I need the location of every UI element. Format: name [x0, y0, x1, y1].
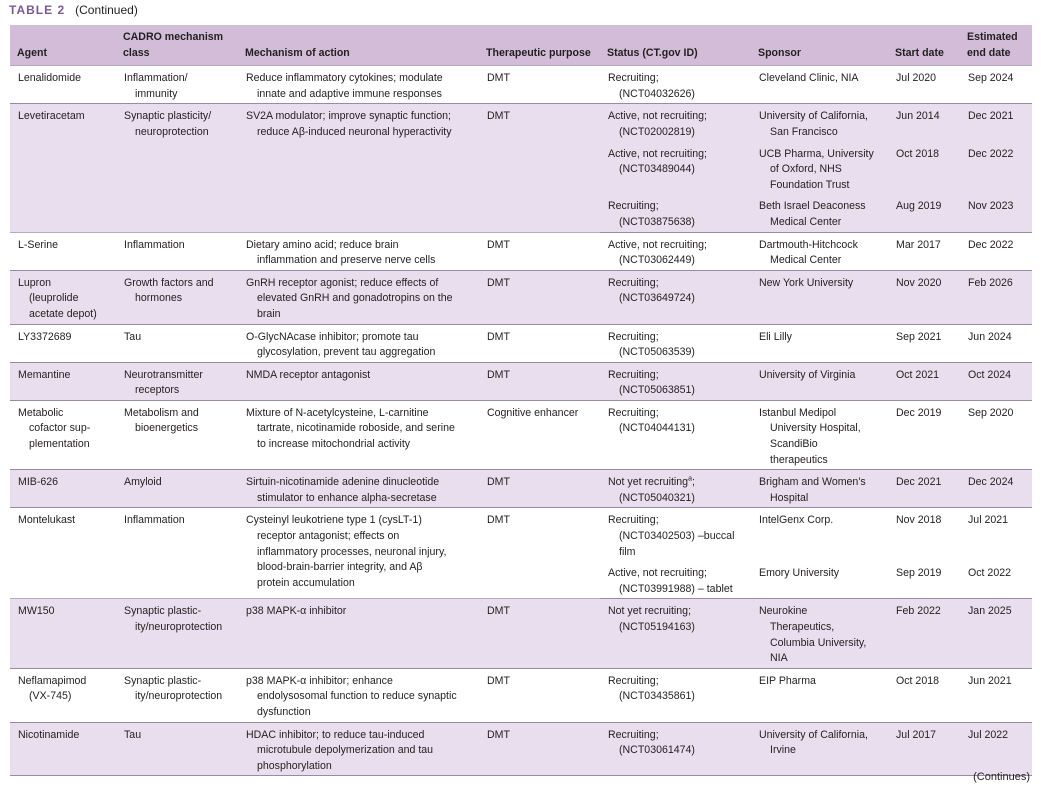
cell-line: Medical Center — [770, 254, 842, 267]
cell-status — [600, 561, 751, 599]
status-line: Not yet recruiting — [608, 476, 689, 489]
cell-line: SV2A modulator; improve synaptic function; — [246, 110, 451, 123]
cell-cadro — [116, 232, 238, 270]
cell-line: Recruiting; — [608, 514, 659, 527]
cell-line: elevated GnRH and gonadotropins on the — [257, 292, 453, 305]
cell-line: L-Serine — [18, 238, 59, 251]
header-end-line2: end date — [967, 46, 1011, 59]
cell-moa — [238, 270, 479, 324]
cell-cadro — [116, 66, 238, 104]
status-line: (NCT05040321) — [619, 491, 695, 504]
cell-purpose: DMT — [479, 104, 600, 232]
header-sponsor: Sponsor — [758, 46, 801, 59]
cell-end: Dec 2021 — [960, 104, 1032, 142]
cell-start: Sep 2019 — [888, 561, 960, 599]
cell-start: Jul 2017 — [888, 722, 960, 776]
cell-line: Hospital — [770, 491, 809, 504]
cell-purpose: DMT — [479, 270, 600, 324]
cell-cadro — [116, 722, 238, 776]
table-row — [10, 362, 1032, 400]
cell-line: University of Virginia — [759, 368, 856, 381]
cell-line: LY3372689 — [18, 330, 72, 343]
cell-line: Nicotinamide — [18, 728, 80, 741]
cell-sponsor — [751, 400, 888, 469]
cell-purpose: DMT — [479, 668, 600, 722]
cell-end: Jan 2025 — [960, 599, 1032, 668]
table-row — [10, 270, 1032, 324]
cell-line: Not yet recruiting; — [608, 605, 692, 618]
cell-line: receptors — [135, 384, 180, 397]
cell-cadro — [116, 362, 238, 400]
cell-moa — [238, 66, 479, 104]
table-continued-note: (Continued) — [75, 3, 138, 17]
cell-line: blood-brain-barrier integrity, and Aβ — [257, 561, 423, 574]
cell-end: Feb 2026 — [960, 270, 1032, 324]
header-agent: Agent — [17, 46, 48, 59]
cell-line: (leuprolide — [29, 292, 79, 305]
cell-moa — [238, 508, 479, 599]
cell-moa — [238, 470, 479, 508]
cell-moa — [238, 362, 479, 400]
cell-status — [600, 66, 751, 104]
cell-line: phosphorylation — [257, 759, 332, 772]
cell-end: Sep 2020 — [960, 400, 1032, 469]
cell-line: (NCT03402503) –buccal — [619, 530, 735, 543]
cell-line: (NCT05063539) — [619, 346, 695, 359]
cell-line: Metabolism and — [124, 406, 199, 419]
cell-line: Inflammation/ — [124, 72, 188, 85]
cell-cadro — [116, 470, 238, 508]
header-cadro-line2: class — [123, 46, 150, 59]
cell-start: Oct 2018 — [888, 668, 960, 722]
cell-line: (NCT03435861) — [619, 690, 695, 703]
cell-line: Active, not recruiting; — [608, 147, 707, 160]
cell-moa — [238, 599, 479, 668]
cell-end: Oct 2024 — [960, 362, 1032, 400]
cell-cadro — [116, 400, 238, 469]
cell-start: Jul 2020 — [888, 66, 960, 104]
cell-end: Oct 2022 — [960, 561, 1032, 599]
cell-line: neuroprotection — [135, 125, 209, 138]
cell-line: (NCT04032626) — [619, 87, 695, 100]
cell-agent — [10, 232, 116, 270]
cell-line: Recruiting; — [608, 674, 659, 687]
cell-line: Emory University — [759, 567, 840, 580]
cell-end: Jun 2021 — [960, 668, 1032, 722]
cell-line: Beth Israel Deaconess — [759, 200, 866, 213]
cell-line: Mixture of N-acetylcysteine, L-carnitine — [246, 406, 429, 419]
cell-cadro — [116, 668, 238, 722]
cell-end: Jul 2021 — [960, 508, 1032, 561]
continues-note: (Continues) — [973, 771, 1030, 783]
header-status: Status (CT.gov ID) — [607, 46, 698, 59]
cell-line: brain — [257, 307, 281, 320]
cell-line: microtubule depolymerization and tau — [257, 744, 434, 757]
cell-moa — [238, 324, 479, 362]
cell-sponsor — [751, 324, 888, 362]
cell-start: Aug 2019 — [888, 194, 960, 232]
cell-line: (NCT03489044) — [619, 163, 695, 176]
cell-line: EIP Pharma — [759, 674, 816, 687]
cell-line: Active, not recruiting; — [608, 567, 707, 580]
cell-status — [600, 324, 751, 362]
trials-table — [10, 25, 1032, 776]
cell-line: acetate depot) — [29, 307, 97, 320]
table-row — [10, 104, 1032, 142]
cell-line: bioenergetics — [135, 422, 199, 435]
cell-sponsor — [751, 270, 888, 324]
header-cadro — [116, 25, 238, 66]
cell-sponsor — [751, 104, 888, 142]
cell-line: plementation — [29, 438, 90, 451]
cell-line: p38 MAPK-α inhibitor — [246, 605, 347, 618]
cell-line: Inflammation — [124, 514, 185, 527]
cell-line: film — [619, 545, 636, 558]
cell-line: Active, not recruiting; — [608, 238, 707, 251]
cell-line: (NCT03649724) — [619, 292, 695, 305]
cell-line: IntelGenx Corp. — [759, 514, 834, 527]
cell-cadro — [116, 508, 238, 599]
cell-line: GnRH receptor agonist; reduce effects of — [246, 276, 439, 289]
cell-sponsor — [751, 232, 888, 270]
cell-purpose: DMT — [479, 66, 600, 104]
cell-line: NIA — [770, 652, 788, 665]
cell-end: Dec 2022 — [960, 232, 1032, 270]
cell-sponsor — [751, 194, 888, 232]
cell-end: Nov 2023 — [960, 194, 1032, 232]
cell-line: reduce Aβ-induced neuronal hyperactivity — [257, 125, 452, 138]
cell-agent — [10, 362, 116, 400]
header-end — [960, 25, 1032, 66]
cell-line: Irvine — [770, 744, 796, 757]
cell-line: Tau — [124, 330, 142, 343]
status-punct: ; — [691, 476, 695, 489]
cell-line: Cysteinyl leukotriene type 1 (cysLT-1) — [246, 514, 422, 527]
cell-agent — [10, 722, 116, 776]
cell-purpose: DMT — [479, 362, 600, 400]
cell-line: Therapeutics, — [770, 621, 835, 633]
cell-line: ScandiBio — [770, 438, 818, 451]
cell-line: receptor antagonist; effects on — [257, 530, 400, 543]
cell-line: Synaptic plastic- — [124, 605, 202, 618]
cell-sponsor — [751, 362, 888, 400]
cell-cadro — [116, 324, 238, 362]
cell-line: (NCT03062449) — [619, 254, 695, 267]
cell-status — [600, 400, 751, 469]
cell-purpose: DMT — [479, 232, 600, 270]
table-row — [10, 66, 1032, 104]
cell-sponsor — [751, 599, 888, 668]
cell-moa — [238, 104, 479, 232]
header-end-line1: Estimated — [967, 31, 1018, 43]
cell-purpose: DMT — [479, 470, 600, 508]
table-label: TABLE 2 — [9, 3, 66, 17]
cell-line: (NCT03875638) — [619, 215, 695, 228]
header-purpose: Therapeutic purpose — [486, 46, 591, 59]
cell-line: New York University — [759, 276, 854, 289]
cell-status — [600, 470, 751, 508]
cell-agent — [10, 324, 116, 362]
cell-line: Lupron — [18, 276, 51, 289]
cell-purpose: DMT — [479, 324, 600, 362]
cell-start: Sep 2021 — [888, 324, 960, 362]
cell-status — [600, 668, 751, 722]
cell-line: Eli Lilly — [759, 330, 792, 343]
cell-agent — [10, 400, 116, 469]
cell-agent — [10, 599, 116, 668]
cell-line: Synaptic plastic- — [124, 674, 202, 687]
cell-cadro — [116, 104, 238, 232]
footnote-marker: a — [688, 475, 692, 483]
cell-status — [600, 722, 751, 776]
cell-line: Brigham and Women's — [759, 476, 866, 489]
cell-start: Dec 2021 — [888, 470, 960, 508]
cell-line: Recruiting; — [608, 728, 659, 741]
cell-sponsor — [751, 561, 888, 599]
cell-line: NMDA receptor antagonist — [246, 368, 371, 381]
cell-line: Istanbul Medipol — [759, 406, 837, 419]
cell-agent — [10, 508, 116, 599]
cell-line: Columbia University, — [770, 636, 867, 649]
cell-moa — [238, 722, 479, 776]
cell-status — [600, 508, 751, 561]
cell-line: Metabolic — [18, 406, 64, 419]
cell-line: Memantine — [18, 368, 71, 381]
cell-line: (NCT02002819) — [619, 125, 695, 138]
cell-purpose: DMT — [479, 508, 600, 599]
cell-cadro — [116, 270, 238, 324]
cell-line: Recruiting; — [608, 406, 659, 419]
table-row — [10, 324, 1032, 362]
cell-line: therapeutics — [770, 453, 828, 466]
header-cadro-line1: CADRO mechanism — [123, 31, 224, 43]
cell-sponsor — [751, 470, 888, 508]
cell-start: Dec 2019 — [888, 400, 960, 469]
cell-status — [600, 142, 751, 195]
cell-line: Growth factors and — [124, 276, 214, 289]
cell-moa — [238, 232, 479, 270]
cell-start: Jun 2014 — [888, 104, 960, 142]
table-row — [10, 599, 1032, 668]
cell-agent — [10, 104, 116, 232]
cell-sponsor — [751, 722, 888, 776]
cell-line: Recruiting; — [608, 330, 659, 343]
cell-line: Levetiracetam — [18, 110, 85, 123]
cell-line: Foundation Trust — [770, 178, 850, 191]
cell-line: Recruiting; — [608, 200, 659, 213]
cell-line: cofactor sup- — [29, 422, 91, 435]
cell-line: Amyloid — [124, 476, 162, 489]
cell-line: Dietary amino acid; reduce brain — [246, 238, 399, 251]
table-header — [10, 25, 1032, 66]
cell-status — [600, 104, 751, 142]
table-row — [10, 470, 1032, 508]
header-moa: Mechanism of action — [245, 46, 350, 59]
cell-line: Sirtuin-nicotinamide adenine dinucleotide — [246, 476, 440, 489]
cell-line: UCB Pharma, University — [759, 147, 874, 160]
cell-purpose: DMT — [479, 722, 600, 776]
cell-start: Mar 2017 — [888, 232, 960, 270]
cell-line: hormones — [135, 292, 183, 305]
cell-line: Synaptic plasticity/ — [124, 110, 212, 123]
cell-line: (NCT05063851) — [619, 384, 695, 397]
cell-line: of Oxford, NHS — [770, 163, 842, 176]
cell-status — [600, 270, 751, 324]
cell-line: p38 MAPK-α inhibitor; enhance — [246, 674, 393, 687]
table-row — [10, 400, 1032, 469]
cell-start: Nov 2020 — [888, 270, 960, 324]
table-row — [10, 668, 1032, 722]
cell-start: Oct 2018 — [896, 147, 939, 160]
cell-status — [600, 362, 751, 400]
cell-line: tartrate, nicotinamide roboside, and serine — [257, 422, 455, 435]
cell-status — [600, 599, 751, 668]
cell-line: Neurokine — [759, 605, 808, 618]
cell-line: endolysosomal function to reduce synaptic — [257, 690, 457, 703]
cell-line: inflammation and preserve nerve cells — [257, 254, 436, 267]
cell-line: dysfunction — [257, 705, 311, 718]
cell-line: Inflammation — [124, 238, 185, 251]
cell-line: Dartmouth-Hitchcock — [759, 238, 858, 251]
table-body — [10, 66, 1032, 776]
cell-line: immunity — [135, 87, 178, 100]
cell-line: (NCT03991988) – tablet — [619, 582, 733, 595]
cell-sponsor — [751, 66, 888, 104]
cell-start: Feb 2022 — [888, 599, 960, 668]
cell-end: Sep 2024 — [960, 66, 1032, 104]
cell-line: MW150 — [18, 605, 55, 618]
cell-moa — [238, 400, 479, 469]
table-caption — [9, 3, 138, 17]
cell-line: Medical Center — [770, 215, 842, 228]
cell-status — [600, 194, 751, 232]
cell-line: Tau — [124, 728, 142, 741]
cell-line: Cleveland Clinic, NIA — [759, 72, 859, 85]
cell-line: O-GlycNAcase inhibitor; promote tau — [246, 330, 419, 343]
cell-end: Jul 2022 — [960, 722, 1032, 776]
cell-cadro — [116, 599, 238, 668]
cell-line: Active, not recruiting; — [608, 110, 707, 123]
table-row — [10, 722, 1032, 776]
cell-line: glycosylation, prevent tau aggregation — [257, 346, 436, 359]
cell-end: Dec 2024 — [960, 470, 1032, 508]
cell-agent — [10, 270, 116, 324]
cell-agent — [10, 66, 116, 104]
table-row — [10, 508, 1032, 561]
cell-line: HDAC inhibitor; to reduce tau-induced — [246, 728, 425, 741]
cell-line: Montelukast — [18, 514, 76, 527]
cell-line: innate and adaptive immune responses — [257, 87, 442, 100]
header-start: Start date — [895, 46, 944, 59]
cell-line: (NCT05194163) — [619, 621, 695, 633]
cell-line: Recruiting; — [608, 368, 659, 381]
cell-line: stimulator to enhance alpha-secretase — [257, 491, 437, 504]
cell-end: Dec 2022 — [968, 147, 1014, 160]
cell-moa — [238, 668, 479, 722]
cell-line: San Francisco — [770, 125, 838, 138]
cell-line: to increase mitochondrial activity — [257, 438, 411, 451]
cell-line: (NCT03061474) — [619, 744, 695, 757]
cell-purpose: DMT — [479, 599, 600, 668]
cell-status — [600, 232, 751, 270]
cell-purpose: Cognitive enhancer — [479, 400, 600, 469]
cell-line: protein accumulation — [257, 576, 355, 589]
cell-line: Neflamapimod — [18, 674, 87, 687]
cell-line: Recruiting; — [608, 72, 659, 85]
cell-line: (VX-745) — [29, 690, 72, 703]
cell-line: Neurotransmitter — [124, 368, 203, 381]
cell-line: Reduce inflammatory cytokines; modulate — [246, 72, 443, 85]
cell-agent — [10, 470, 116, 508]
cell-line: ity/neuroprotection — [135, 621, 223, 633]
cell-start: Nov 2018 — [888, 508, 960, 561]
cell-sponsor — [751, 142, 888, 195]
cell-end: Jun 2024 — [960, 324, 1032, 362]
cell-sponsor — [751, 668, 888, 722]
cell-line: University Hospital, — [770, 422, 861, 435]
cell-line: (NCT04044131) — [619, 422, 695, 435]
cell-line: Lenalidomide — [18, 72, 82, 85]
cell-line: MIB-626 — [18, 476, 59, 489]
cell-start: Oct 2021 — [888, 362, 960, 400]
cell-sponsor — [751, 508, 888, 561]
cell-line: inflammatory processes, neuronal injury, — [257, 545, 447, 558]
cell-line: Recruiting; — [608, 276, 659, 289]
cell-line: ity/neuroprotection — [135, 690, 223, 703]
table-row — [10, 232, 1032, 270]
cell-agent — [10, 668, 116, 722]
cell-line: University of California, — [759, 728, 868, 741]
cell-line: University of California, — [759, 110, 868, 123]
